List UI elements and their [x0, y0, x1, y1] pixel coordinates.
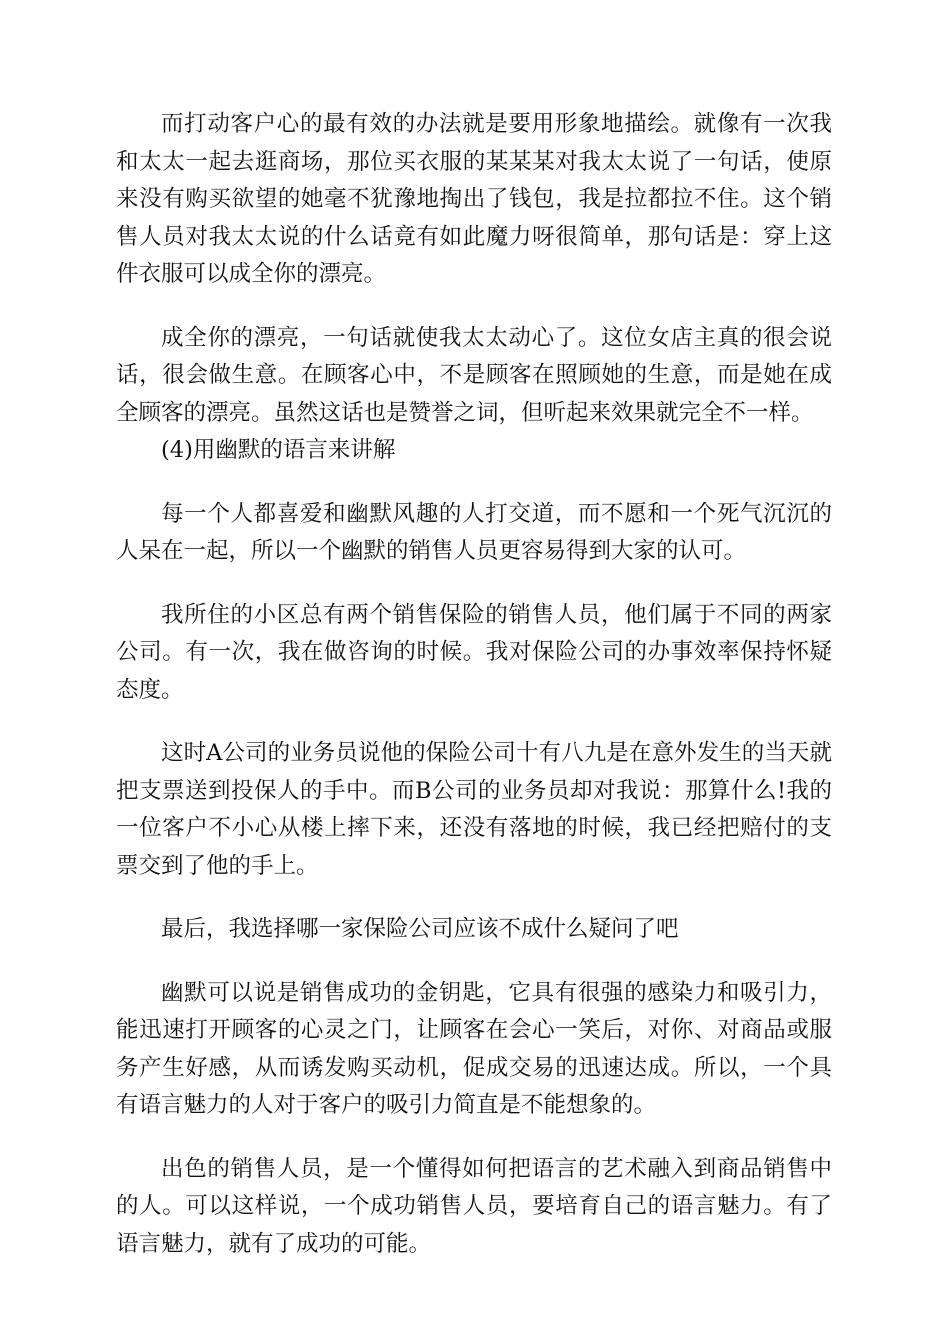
paragraph-6: 最后，我选择哪一家保险公司应该不成什么疑问了吧	[161, 916, 679, 942]
paragraph-3: 每一个人都喜爱和幽默风趣的人打交道，而不愿和一个死气沉沉的人呆在一起，所以一个幽默的销售人员更容易得到大家的认可。	[116, 500, 832, 564]
paragraph-1: 而打动客户心的最有效的办法就是要用形象地描绘。就像有一次我和太太一起去逛商场，那位买衣服的某某某对我太太说了一句话，使原来没有购买欲望的她毫不犹豫地掏出了钱包，我是拉都拉不住。这个销售人员对我太太说的什么话竟有如此魔力呀很简单，那句话是：穿上这件衣服可以成全你的漂亮。	[116, 111, 832, 287]
paragraph-8: 出色的销售人员，是一个懂得如何把语言的艺术融入到商品销售中的人。可以这样说，一个成功销售人员，要培育自己的语言魅力。有了语言魅力，就有了成功的可能。	[116, 1155, 832, 1257]
paragraph-4: 我所住的小区总有两个销售保险的销售人员，他们属于不同的两家公司。有一次，我在做咨询的时候。我对保险公司的办事效率保持怀疑态度。	[116, 601, 832, 703]
paragraph-7: 幽默可以说是销售成功的金钥匙，它具有很强的感染力和吸引力，能迅速打开顾客的心灵之门，让顾客在会心一笑后，对你、对商品或服务产生好感，从而诱发购买动机，促成交易的迅速达成。所以，一个具有语言魅力的人对于客户的吸引力简直是不能想象的。	[116, 979, 832, 1118]
paragraph-5: 这时A公司的业务员说他的保险公司十有八九是在意外发生的当天就把支票送到投保人的手中。而B公司的业务员却对我说：那算什么!我的一位客户不小心从楼上摔下来，还没有落地的时候，我已经把赔付的支票交到了他的手上。	[116, 740, 832, 879]
paragraph-2: 成全你的漂亮，一句话就使我太太动心了。这位女店主真的很会说话，很会做生意。在顾客心中，不是顾客在照顾她的生意，而是她在成全顾客的漂亮。虽然这话也是赞誉之词，但听起来效果就完全不一样。	[116, 324, 832, 426]
section-heading: (4)用幽默的语言来讲解	[161, 437, 396, 463]
